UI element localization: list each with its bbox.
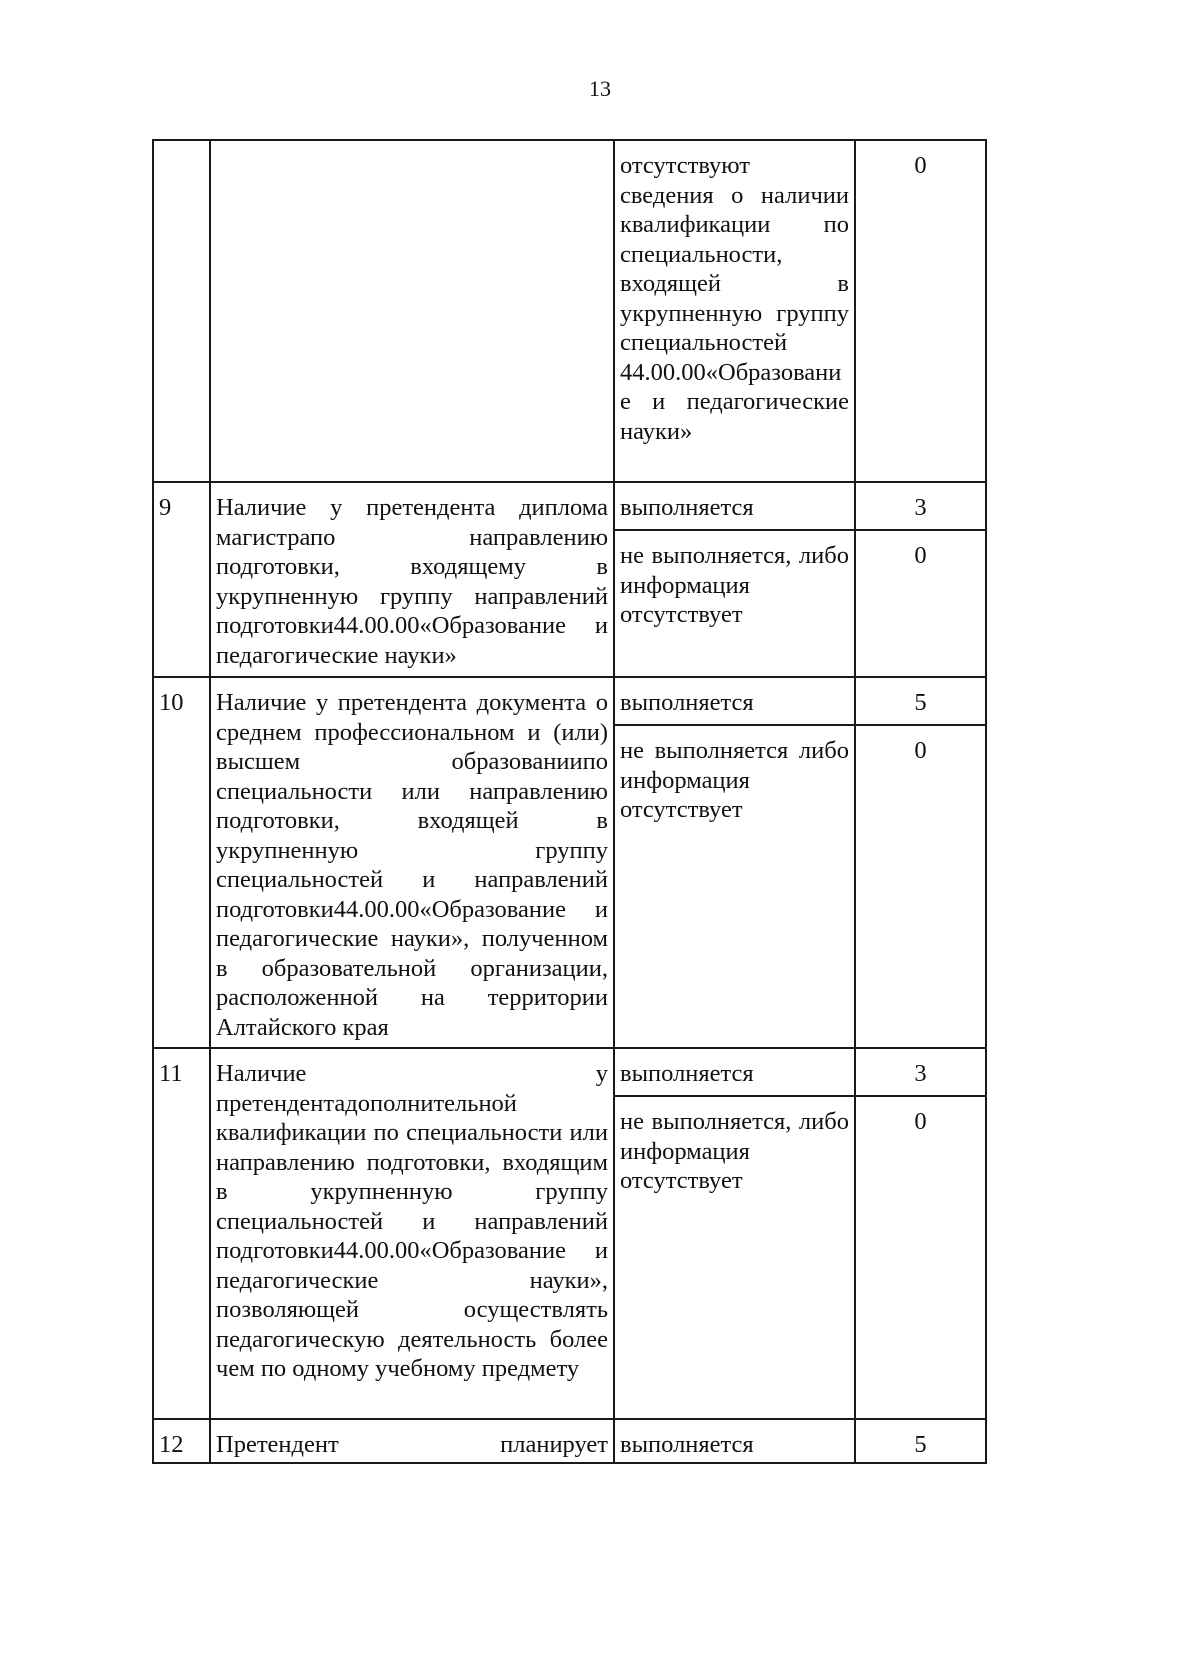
row-number-cell: 10 [153, 677, 210, 1048]
row-number-cell [153, 140, 210, 482]
condition-cell: выполняется [614, 677, 855, 725]
condition-cell: отсутствуют сведения о наличии квалификации по специальности, входящей в укрупненную группу специальностей 44.00.00«Образование и педагогические науки» [614, 140, 855, 482]
page-number: 13 [589, 76, 611, 101]
table-row-11 [153, 1048, 986, 1096]
points-cell: 5 [855, 677, 986, 725]
row-number-cell: 12 [153, 1419, 210, 1463]
table-row-continuation [153, 140, 986, 482]
table-row-9 [153, 482, 986, 530]
condition-cell: не выполняется, либо информация отсутствует [614, 530, 855, 677]
condition-cell: не выполняется, либо информация отсутствует [614, 1096, 855, 1419]
condition-cell: не выполняется либо информация отсутствует [614, 725, 855, 1048]
criterion-cell: Наличие у претендента диплома магистрапо направлению подготовки, входящему в укрупненную группу направлений подготовки44.00.00«Образование и педагогические науки» [210, 482, 614, 677]
points-cell: 0 [855, 1096, 986, 1419]
points-cell: 3 [855, 1048, 986, 1096]
points-cell: 0 [855, 725, 986, 1048]
criterion-cell [210, 140, 614, 482]
points-cell: 0 [855, 530, 986, 677]
condition-cell: выполняется [614, 482, 855, 530]
table-row-10 [153, 677, 986, 725]
row-number-cell: 9 [153, 482, 210, 677]
criterion-cell: Претендент планирует [210, 1419, 614, 1463]
row-number-cell: 11 [153, 1048, 210, 1419]
points-cell: 0 [855, 140, 986, 482]
criterion-cell: Наличие у претендентадополнительной квалификации по специальности или направлению подготовки, входящим в укрупненную группу специальностей и направлений подготовки44.00.00«Образование и педагогические науки», позволяющей осуществлять педагогическую деятельность более чем по одному учебному предмету [210, 1048, 614, 1419]
condition-cell: выполняется [614, 1048, 855, 1096]
points-cell: 5 [855, 1419, 986, 1463]
points-cell: 3 [855, 482, 986, 530]
criteria-table [152, 139, 987, 1464]
table-row-12 [153, 1419, 986, 1463]
criterion-cell: Наличие у претендента документа о среднем профессиональном и (или) высшем образованиипо специальности или направлению подготовки, входящей в укрупненную группу специальностей и направлений подготовки44.00.00«Образование и педагогические науки», полученном в образовательной организации, расположенной на территории Алтайского края [210, 677, 614, 1048]
condition-cell: выполняется [614, 1419, 855, 1463]
